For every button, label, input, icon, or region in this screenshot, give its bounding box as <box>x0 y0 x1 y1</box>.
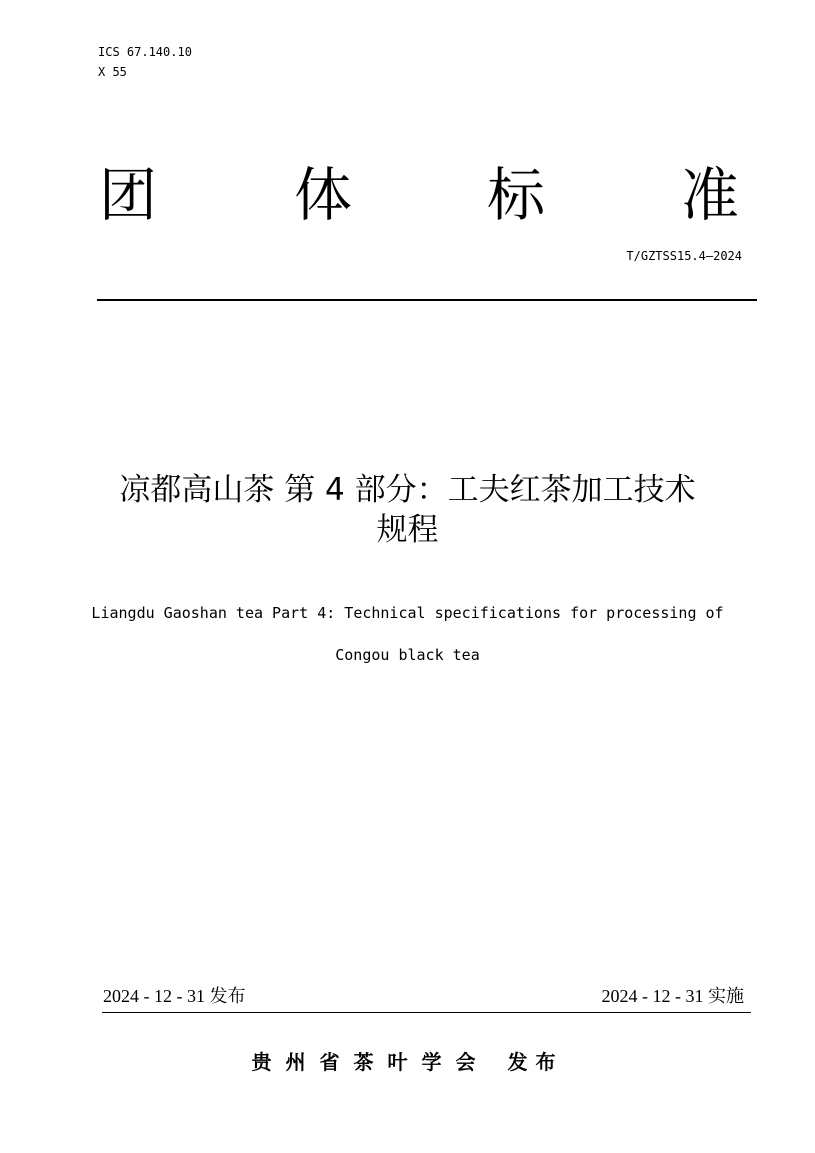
ics-code: ICS 67.140.10 <box>98 45 192 59</box>
standard-number: T/GZTSS15.4—2024 <box>626 249 742 263</box>
header-char-tuan: 团 <box>98 161 157 229</box>
top-divider <box>97 299 757 301</box>
publisher-suffix: 发布 <box>507 1050 564 1074</box>
header-char-biao: 标 <box>486 161 545 229</box>
ccs-code: X 55 <box>98 65 127 79</box>
title-english <box>30 592 785 676</box>
header-char-zhun: 准 <box>680 161 739 229</box>
title-chinese-line-2: 规程 <box>376 512 439 548</box>
title-english-line-1: Liangdu Gaoshan tea Part 4: Technical specifications for processing of <box>91 604 724 622</box>
publisher <box>0 1048 815 1076</box>
title-chinese <box>40 470 775 550</box>
publish-date: 2024 - 12 - 31 发布 <box>103 986 246 1006</box>
title-chinese-line-1: 凉都高山茶 第 4 部分：工夫红茶加工技术 <box>119 472 696 508</box>
header-char-ti: 体 <box>293 161 352 229</box>
bottom-divider <box>102 1012 751 1013</box>
title-english-line-2: Congou black tea <box>335 646 480 664</box>
effective-date: 2024 - 12 - 31 实施 <box>601 986 744 1006</box>
publisher-name: 贵州省茶叶学会 <box>251 1050 490 1074</box>
